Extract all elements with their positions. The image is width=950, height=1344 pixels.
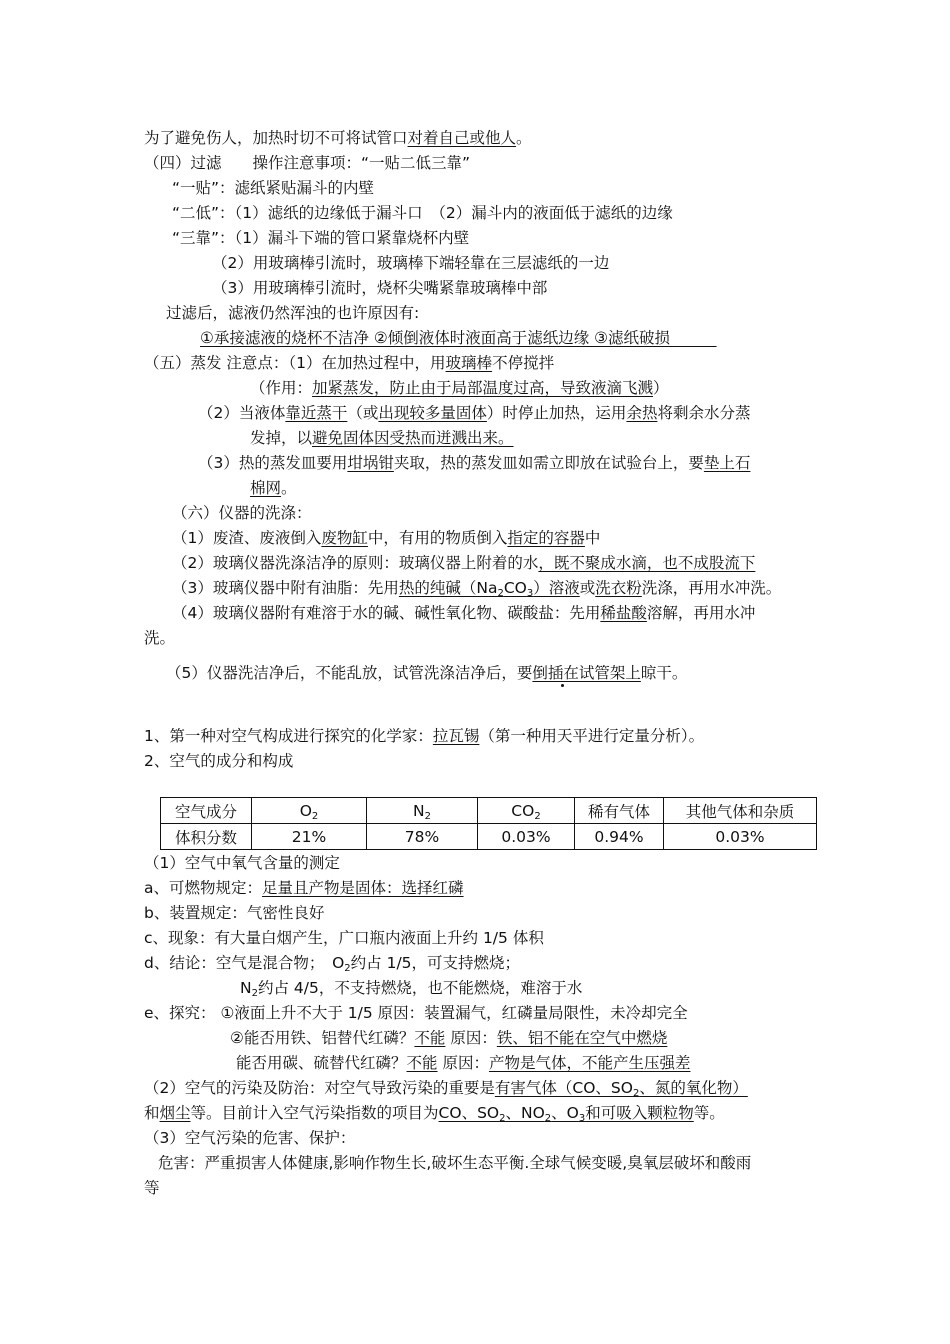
doc-line: “三靠”：（1）漏斗下端的管口紧靠烧杯内壁 <box>172 229 470 247</box>
air-composition-table <box>160 797 817 850</box>
table-row <box>161 824 817 850</box>
subscript: 2 <box>424 810 431 822</box>
underlined-text: ，既不聚成水滴，也不成股流下 <box>538 554 756 572</box>
text-segment: 将剩余水分蒸 <box>657 404 751 422</box>
text-segment: 原因： <box>445 1029 497 1047</box>
table-cell: 稀有气体 <box>575 798 664 824</box>
text-segment: ）溶液 <box>533 579 580 597</box>
text-segment: 晾干。 <box>640 664 688 682</box>
text-segment: ） <box>653 379 669 397</box>
text-segment: CO、SO <box>438 1104 500 1122</box>
underlined-text: 拉瓦锡 <box>432 727 480 745</box>
doc-line: “二低”：（1）滤纸的边缘低于漏斗口 （2）漏斗内的液面低于滤纸的边缘 <box>172 204 673 222</box>
doc-line <box>166 663 687 683</box>
doc-line: （2）用玻璃棒引流时，玻璃棒下端轻靠在三层滤纸的一边 <box>212 254 610 272</box>
text-segment: 能否用碳、硫替代红磷？ <box>236 1054 407 1072</box>
text-segment: 溶解，再用水冲 <box>646 604 756 622</box>
table-cell <box>367 798 478 824</box>
subscript: 2 <box>499 1113 506 1124</box>
underlined-text: 坩埚钳 <box>347 454 394 472</box>
doc-line <box>198 403 750 423</box>
section-evaporation-title <box>144 353 554 373</box>
text-segment: （2）玻璃仪器洗涤洁净的原则：玻璃仪器上附着的水 <box>172 554 539 572</box>
doc-line <box>198 453 750 473</box>
text-segment: 、O <box>551 1104 579 1122</box>
text-segment: （4）玻璃仪器附有难溶于水的碱、碱性氧化物、碳酸盐：先用 <box>172 604 601 622</box>
section-washing-title: （六）仪器的洗涤： <box>172 504 312 522</box>
table-cell <box>478 798 575 824</box>
underlined-text: 倒插在试管架上 <box>532 664 641 682</box>
doc-line <box>172 528 600 548</box>
text-segment: 约占 1/5，可支持燃烧； <box>350 954 521 972</box>
text-segment: 发掉，以 <box>250 429 313 447</box>
text-segment: 或 <box>579 579 596 597</box>
table-cell: 0.03% <box>664 824 817 850</box>
doc-line <box>172 553 755 573</box>
underlined-text: 铁、铝不能在空气中燃烧 <box>496 1029 668 1047</box>
doc-line: 过滤后，滤液仍然浑浊的也许原因有: <box>166 304 420 322</box>
text-segment: （2）当液体 <box>198 404 286 422</box>
underlined-text: 出现较多量固体 <box>378 404 487 422</box>
text-segment: ）时停止加热，运用 <box>486 404 627 422</box>
text-segment: 洗涤，再用水冲洗。 <box>641 579 782 597</box>
table-cell: 其他气体和杂质 <box>664 798 817 824</box>
doc-line: 危害：严重损害人体健康,影响作物生长,破坏生态平衡.全球气候变暖,臭氧层破坏和酸雨 <box>158 1154 752 1172</box>
doc-line: 等 <box>144 1179 160 1197</box>
doc-line: 2、空气的成分和构成 <box>144 752 294 770</box>
text-segment: 夹取，热的蒸发皿如需立即放在试验台上，要 <box>393 454 704 472</box>
underlined-text: 稀盐酸 <box>600 604 647 622</box>
text-segment: 等。目前计入空气污染指数的项目为 <box>190 1104 439 1122</box>
doc-line: 洗。 <box>144 629 176 647</box>
subscript: 2 <box>311 810 319 822</box>
subscript: 2 <box>497 588 504 599</box>
text-segment: （或 <box>347 404 379 422</box>
underlined-text: 加紧蒸发，防止由于局部温度过高，导致液滴飞溅 <box>312 379 654 397</box>
table-cell: 78% <box>367 824 478 850</box>
text-segment: 中 <box>584 529 601 547</box>
text-segment: （3）玻璃仪器中附有油脂：先用 <box>172 579 399 597</box>
underlined-text: 产物是气体，不能产生压强差 <box>488 1054 691 1072</box>
text-segment: 和可吸入颗粒物 <box>585 1104 694 1122</box>
underlined-text <box>399 579 580 597</box>
doc-line <box>144 1103 725 1123</box>
underlined-text: 洗衣粉 <box>595 579 642 597</box>
text-segment: （1）废渣、废液倒入 <box>172 529 322 547</box>
text-segment: 不停搅拌 <box>492 354 555 372</box>
text-segment: 为了避免伤人，加热时切不可将试管口 <box>144 129 408 147</box>
doc-line <box>250 428 514 448</box>
text-segment: ②能否用铁、铝替代红磷？ <box>230 1029 415 1047</box>
table-cell: 21% <box>252 824 367 850</box>
text-segment: N <box>240 979 252 997</box>
table-cell: 空气成分 <box>161 798 252 824</box>
text-segment: a、可燃物规定： <box>144 879 262 897</box>
subscript: 3 <box>578 1113 586 1124</box>
underlined-text: 玻璃棒 <box>445 354 493 372</box>
table-cell: 体积分数 <box>161 824 252 850</box>
underlined-text: 垫上石 <box>703 454 751 472</box>
doc-line <box>230 1028 667 1048</box>
underlined-text: 指定的容器 <box>507 529 585 547</box>
underlined-text <box>439 1104 694 1122</box>
text-segment: N <box>413 801 425 820</box>
text-segment: （2）空气的污染及防治：对空气导致污染的重要是 <box>144 1079 495 1097</box>
text-segment: （作用： <box>250 379 313 397</box>
text-segment: 1、第一种对空气构成进行探究的化学家： <box>144 727 433 745</box>
text-segment: d、结论：空气是混合物； O <box>144 954 345 972</box>
underlined-text: 余热 <box>626 404 658 422</box>
underlined-text: 废物缸 <box>321 529 368 547</box>
text-segment: （五）蒸发 注意点：（1）在加热过程中，用 <box>144 354 446 372</box>
doc-line <box>144 128 532 148</box>
underlined-text: 不能 <box>406 1054 438 1072</box>
doc-line <box>250 478 297 498</box>
doc-line <box>144 726 704 746</box>
text-segment: 和 <box>144 1104 160 1122</box>
underlined-text: 不能 <box>414 1029 446 1047</box>
text-segment: O <box>299 801 312 820</box>
table-cell: 0.94% <box>575 824 664 850</box>
doc-line: c、现象：有大量白烟产生，广口瓶内液面上升约 1/5 体积 <box>144 929 544 947</box>
subscript: 2 <box>632 1088 640 1099</box>
doc-line <box>250 378 669 398</box>
subscript: 3 <box>526 588 534 599</box>
text-segment: 。 <box>516 129 532 147</box>
doc-line <box>172 603 755 623</box>
text-segment: 、NO <box>505 1104 545 1122</box>
subscript: 2 <box>344 963 351 974</box>
table-header-row <box>161 798 817 824</box>
underlined-text: 棉网 <box>250 479 282 497</box>
section-filtering-title: （四）过滤 操作注意事项：“一贴二低三靠” <box>144 154 471 172</box>
text-segment: 原因： <box>437 1054 489 1072</box>
text-segment: （第一种用天平进行定量分析）。 <box>479 727 705 745</box>
underlined-text: 对着自己或他人 <box>407 129 517 147</box>
doc-line: （3）空气污染的危害、保护： <box>144 1129 356 1147</box>
doc-line: （1）空气中氧气含量的测定 <box>144 854 340 872</box>
doc-line <box>172 578 781 598</box>
underlined-text: 足量且产物是固体：选择红磷 <box>262 879 464 897</box>
text-segment: 有害气体（CO、SO <box>494 1079 633 1097</box>
doc-line: b、装置规定：气密性良好 <box>144 904 325 922</box>
text-segment: CO <box>511 801 535 820</box>
doc-line <box>144 878 464 898</box>
text-segment: （3）热的蒸发皿要用 <box>198 454 348 472</box>
text-segment: 中，有用的物质倒入 <box>367 529 508 547</box>
underlined-text: 避免固体因受热而迸溅出来。 <box>312 429 514 447</box>
underlined-text <box>495 1079 748 1097</box>
underlined-text: 靠近蒸干 <box>285 404 348 422</box>
subscript: 2 <box>544 1113 552 1124</box>
text-segment: 、氮的氧化物） <box>639 1079 748 1097</box>
doc-line: “一贴”：滤纸紧贴漏斗的内壁 <box>172 179 375 197</box>
text-segment: CO <box>503 579 527 597</box>
doc-line: ①承接滤液的烧杯不洁净 ②倾倒液体时液面高于滤纸边缘 ③滤纸破损 <box>200 329 717 347</box>
text-segment: 。 <box>281 479 297 497</box>
text-segment: 约占 4/5，不支持燃烧，也不能燃烧，难溶于水 <box>257 979 583 997</box>
doc-line: e、探究： ①液面上升不大于 1/5 原因：装置漏气，红磷量局限性，未冷却完全 <box>144 1004 688 1022</box>
underlined-text: 烟尘 <box>159 1104 191 1122</box>
text-segment: 热的纯碱（Na <box>398 579 498 597</box>
doc-line <box>144 1078 748 1098</box>
doc-line: （3）用玻璃棒引流时，烧杯尖嘴紧靠玻璃棒中部 <box>212 279 548 297</box>
text-segment: 等。 <box>693 1104 725 1122</box>
dot-mark <box>561 684 564 687</box>
subscript: 2 <box>534 810 541 822</box>
doc-line <box>240 978 582 998</box>
doc-line <box>236 1053 690 1073</box>
text-segment: （5）仪器洗洁净后，不能乱放，试管洗涤洁净后，要 <box>166 664 533 682</box>
subscript: 2 <box>251 988 258 999</box>
doc-line <box>144 953 520 973</box>
table-cell <box>252 798 367 824</box>
table-cell: 0.03% <box>478 824 575 850</box>
